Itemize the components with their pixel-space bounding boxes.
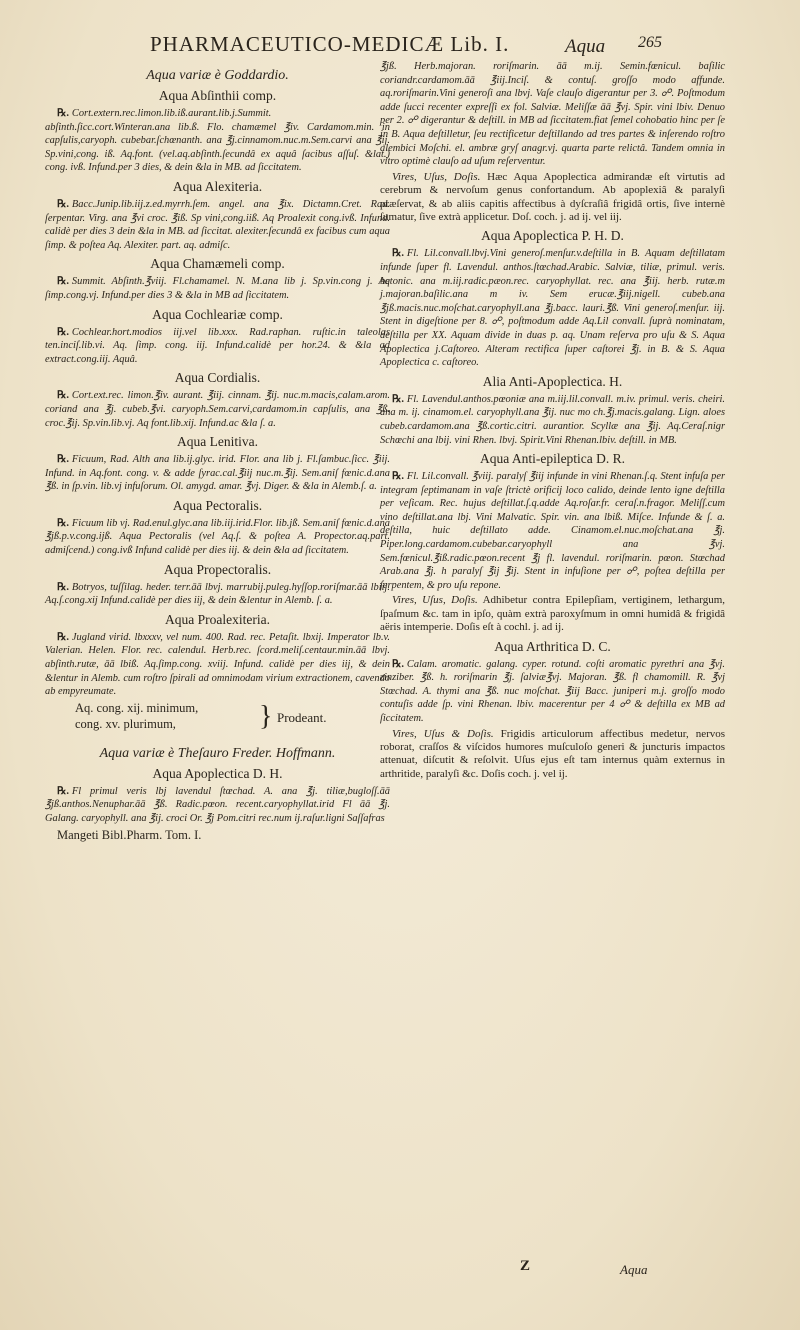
recipe-symbol-icon: ℞. <box>57 581 69 593</box>
recipe-text: Ficuum lib vj. Rad.enul.glyc.ana lib.iij.irid.Flor. lib.jß. Sem.aniſ fœnic.d.ana ℥jß.p.v.cong.ijß. Aqua Pectoralis (vel Aq.ſ. & poſtea A. Propector.aq.part. admiſcend.) cong.ivß Infund calidè per dies iij. & dein &la ad ſiccitatem. <box>45 517 390 557</box>
virtues-paragraph <box>380 728 725 782</box>
brace-icon: } <box>259 700 273 732</box>
signature-mark: Z <box>520 1258 531 1274</box>
virtues-label: Vires, Uſus & Doſis. <box>392 727 494 740</box>
recipe-heading: Aqua Alexiteria. <box>172 178 263 194</box>
recipe-symbol-icon: ℞. <box>57 326 69 338</box>
left-column <box>45 64 390 843</box>
recipe-absinthii <box>45 87 390 175</box>
recipe-pectoralis <box>45 497 390 558</box>
recipe-symbol-icon: ℞. <box>57 198 69 210</box>
recipe-heading: Aqua Abſinthii comp. <box>158 88 277 103</box>
recipe-chamaemeli <box>45 255 390 302</box>
recipe-heading: Aqua Cochleariæ comp. <box>152 306 283 322</box>
recipe-text: Fl. Lavendul.anthos.pœoniæ ana m.iij.lil.convall. m.iv. primul. veris. cheiri. ana m. ij. cinamom.el. caryophyll.ana ℥ij. nuc mo ch.℥j.macis.galang. Lign. aloes cubeb.cardamom.ana ℥ß.cortic.citri. aurantior. Scyllæ ana ℥ij. Aq.Ceraſ.nigr Schœchi ana lbij. vini Rhen. lbvj. Spirit.Vini Rhenan.lbiv. deſtill. in MB. <box>380 393 725 446</box>
recipe-heading: Aqua Anti-epileptica D. R. <box>479 451 626 467</box>
recipe-text: Cort.ext.rec. limon.℥iv. aurant. ℥iij. cinnam. ℥ij. nuc.m.macis,calam.arom. coriand ana ℥j. cubeb.℥vi. caryoph.Sem.carvi,cardamom.in capſulis, ana ℥ß. croc.℥ij. Sp.vin.lib.vj. Aq font.lib.xij. Infund.ac &la ſ. a. <box>45 390 390 429</box>
section-heading-goddard: Aqua variæ è Goddardio. <box>146 68 289 83</box>
recipe-text: Fl. Lil.convall. ℥viij. paralyſ ℥iij infunde in vini Rhenan.ſ.q. Stent infuſa per integram ſeptimanam in vaſe ſtrictè orificij loco calido, deinde lento igne deſtilla per veſicam. Rec. hujus deſtillat.ſ.q.adde Aq.roſar.fr. ceraſ.n.fragor. Meliſſ.cum vino deſtillat.ana lbj. Vini Malvatic. Spir. vin. ana lbiß. Miſce. Infunde & ſ. a. deſtilla, huic deſtillato adde. Cinamom.el.nuc.moſchat.ana ℥j. Piper.long.cardamom.cubebar.caryophyll ana ℥vj. Sem.fœnicul.℥iß.radic.pœon.recent ℥j fl. lavendul. roriſmarin. pœon. Stœchad Arab.ana ℥j. h paralyſ ℥ij ℥ij. Stent in infuſione per ☍, poſtea deſtilla per ſerpentem, & pro uſu repone. <box>380 471 725 591</box>
prodeant-line-1: Aq. cong. xij. minimum, <box>75 700 199 715</box>
recipe-lenitiva <box>45 433 390 494</box>
recipe-symbol-icon: ℞. <box>57 785 69 797</box>
recipe-text: Fl. Lil.convall.lbvj.Vini generoſ.menſur.v.deſtilla in B. Aquam deſtillatam infunde ſuper fl. Lavendul. anthos.ſtœchad.Arabic. Salviæ, tiliæ, primul. veris. betonic. ana m.iij.radic.pæon.rec. caryophyllat. rec. ana ℥iij. herb. rutæ.m j.majoran.baſilic.ana m iv. Sem erucæ.℥iij.nigell. cubeb.ana ℥jß.macis.nuc.moſchat.caryophyll.ana ℥j.bacc. lauri.℥ß. Vini generoſ.menſur. iij. Stent in digeſtione per 8. ☍, poſtmodum adde Aq.Lil convall. ſuprà nominatam, deſtilla per XX. Aquam divide in duas p. aq. Unam reſerva pro uſu & S. Aqua Apoplectica j.Caſtoreo. Alteram rectifica ſuper caſtorei ℥j. in B. & S. Aqua Apoplectica c. caſtoreo. <box>380 248 725 369</box>
recipe-heading: Aqua Apoplectica P. H. D. <box>481 228 624 244</box>
recipe-text: Botryos, tuſſilag. heder. terr.āā lbvj. marrubij.puleg.hyſſop.roriſmar.āā lbiij. Aq.ſ.cong.xij Infund.calidè per dies iij, & dein &lentur in Alemb. ſ. a. <box>45 581 390 607</box>
recipe-cochleariae <box>45 306 390 367</box>
recipe-text: Ficuum, Rad. Alth ana lib.ij.glyc. irid. Flor. ana lib j. Fl.ſambuc.ſicc. ℥iij. Infund. in Aq.font. cong. v. & adde ſyrac.cal.℥iij nuc.m.℥ij. Sem.aniſ fœnic.d.ana ℥ß. in ſp.vin. lib.vj infuſorum. Ol. amygd. amar. ℥vj. Diger. & &la in Alemb.ſ. a. <box>45 454 390 493</box>
recipe-heading: Aqua Proalexiteria. <box>165 611 270 627</box>
recipe-text: Cort.extern.rec.limon.lib.iß.aurant.lib.j.Summit. abſinth.ſicc.cort.Winteran.ana lib.ß. Flo. chamæmel ℥iv. Cardamom.min. in capſulis,caryoph. cubebar.ſchœnanth. ana ℥j.cinnamom.nuc.m.Sem.carvi ana ℥ij. Sp.vini,cong. iß. Aq.font. (vel.aq.abſinth.ſecundâ ex aquâ ſacibus aſſuſ. &lat.) cong. ivß. Infund.per 3 dies, & dein &la in MB. ad ſiccitatem. <box>45 108 390 174</box>
recipe-symbol-icon: ℞. <box>57 276 69 288</box>
recipe-symbol-icon: ℞. <box>392 393 404 405</box>
virtues-label: Vires, Uſus, Doſis. <box>392 170 481 183</box>
recipe-symbol-icon: ℞. <box>392 471 404 483</box>
recipe-heading: Aqua Apoplectica D. H. <box>152 765 283 781</box>
page-number: 265 <box>638 34 662 51</box>
virtues-paragraph <box>380 171 725 225</box>
recipe-anti-apoplectica <box>380 373 725 447</box>
recipe-symbol-icon: ℞. <box>392 658 404 670</box>
recipe-heading: Aqua Propectoralis. <box>163 561 272 577</box>
virtues-paragraph <box>380 594 725 634</box>
recipe-heading: Aqua Pectoralis. <box>172 497 263 513</box>
recipe-text: Fl primul veris lbj lavendul ſtœchad. A. ana ℥j. tiliæ,bugloſſ.āā ℥jß.anthos.Nenuphar.āā ℥ß. Radic.pœon. recent.caryophyllat.irid Fl āā ℥j. Galang. caryophyll. ana ℥ij. croci Or. ℥j Pom.citri rec.num ij.raſur.ligni Saſſafras <box>45 785 390 824</box>
prodeant-word: Prodeant. <box>277 709 327 725</box>
recipe-alexiteria <box>45 178 390 252</box>
recipe-text: Summit. Abſinth.℥viij. Fl.chamamel. N. M.ana lib j. Sp.vin.cong j. Aq ſimp.cong.vj. Infund.per dies 3 & &la in MB ad ſiccitatem. <box>45 276 390 301</box>
prodeant-line-2: cong. xv. plurimum, <box>75 716 176 731</box>
recipe-heading: Aqua Arthritica D. C. <box>494 638 611 654</box>
recipe-heading: Aqua Cordialis. <box>174 370 261 386</box>
recipe-symbol-icon: ℞. <box>57 390 69 402</box>
recipe-arthritica <box>380 638 725 782</box>
running-head-word: Aqua <box>565 36 606 57</box>
recipe-text: Calam. aromatic. galang. cyper. rotund. coſti aromatic pyrethri ana ℥vj. zinziber. ℥ß. h. roriſmarin ℥j. ſalviæ℥vj. Majoran. ℥ß. fl chamomill. R. ℥vj Stœchad. A. thymi ana ℥ß. nuc moſchat. ℥iij Bacc. juniperi m.j. groſſo modo contuſis adde ſp. vini Rhenan. lbiv. macerentur per 4 ☍ & deſtilla ex MB ad ſiccitatem. <box>380 658 725 725</box>
virtues-text: Adhibetur contra Epilepſiam, vertiginem, lethargum, ſpaſmum &c. tam in ipſo, quàm extrà paroxyſmum in omni humidâ & frigidâ aëris intemperie. Doſis eſt à cochl. j. ad ij. <box>380 594 725 634</box>
recipe-symbol-icon: ℞. <box>57 517 69 529</box>
virtues-text: Frigidis articulorum affectibus medetur, nervos roborat, craſſos & viſcidos humores muſculoſo generi & juncturis impactos attenuat, diſcutit & reſolvit. Uſus ejus eſt tam internus quàm externus in arthritide, paralyſi &c. Doſis coch. j. vel ij. <box>380 727 726 780</box>
recipe-antiepileptica <box>380 450 725 635</box>
recipe-symbol-icon: ℞. <box>57 454 69 466</box>
running-head-title: PHARMACEUTICO-MEDICÆ Lib. I. <box>150 32 510 56</box>
footer-signature: Mangeti Bibl.Pharm. Tom. I. <box>57 827 202 842</box>
prodeant-block <box>45 701 390 739</box>
recipe-apoplectica-dh <box>45 765 390 826</box>
recipe-apoplectica-phd <box>380 227 725 369</box>
recipe-symbol-icon: ℞. <box>57 108 69 119</box>
right-column <box>380 60 725 783</box>
recipe-symbol-icon: ℞. <box>392 248 404 260</box>
recipe-proalexiteria <box>45 611 390 699</box>
recipe-continuation: ℥jß. Herb.majoran. roriſmarin. āā m.ij. Semin.fœnicul. baſilic coriandr.cardamom.āā ℥iij.Inciſ. & contuſ. groſſo modo affunde. aq.roriſmarin.Vini generoſi ana lbvj. Vaſe clauſo digerantur per 3. ☍. Poſtmodum adde ſucci recenter expreſſi ex fol. Salviæ. Meliſſæ āā ℥vj. Spir. vini lbiv. Denuo per 2. ☍ digerantur & deſtill. in MB ad ſiccitatem.fiat ſemel cohobatio hinc per ſe in B. Aqua deſtilletur, ſeu rectificetur deſtillando ad tres partes & inſerendo roſtro alembici Moſchi. el. ambræ gryſ anagr.vj. quarta parte relictâ. Tandem omnia in vitro optimè clauſo ad uſum reſerventur. <box>380 61 725 168</box>
catchword: Aqua <box>620 1262 648 1277</box>
recipe-symbol-icon: ℞. <box>57 631 69 643</box>
virtues-label: Vires, Uſus, Doſis. <box>392 594 478 607</box>
recipe-propectoralis <box>45 561 390 608</box>
recipe-cordialis <box>45 369 390 430</box>
recipe-text: Bacc.Junip.lib.iij.z.ed.myrrh.ſem. angel. ana ℥ix. Dictamn.Cret. Rad. ſerpentar. Virg. ana ℥vi croc. ℥iß. Sp vini,cong.iiß. Aq Proalexit cong.ivß. Infund. calidè per dies 3 dein &la in MB. ad ſiccitat. alexiter.ſecundâ ex facibus cum aqua ſimp. & poſtea Aq. Alexiter. part. aq. admiſc. <box>45 198 390 251</box>
running-head <box>150 32 670 62</box>
recipe-text: Cochlear.hort.modios iij.vel lib.xxx. Rad.raphan. ruſtic.in taleolas ten.inciſ.lib.vi. Aq. ſimp. cong. iij. Infund.calidè per hor.24. & &la ad extract.cong.iij. Aquâ. <box>45 326 390 365</box>
virtues-text: Hæc Aqua Apoplectica admirandæ eſt virtutis ad cerebrum & nervoſum genus confortandum. Ab apoplexiâ & paralyſi præſervat, & ab aliis capitis affectibus à dyſcraſiâ frigidâ ortis, ſive internè ſumatur, ſive extrà applicetur. Doſ. coch. j. ad ij. vel iij. <box>380 170 726 223</box>
recipe-heading: Aqua Lenitiva. <box>177 434 258 450</box>
section-heading-hoffmann: Aqua variæ è Theſauro Freder. Hoffmann. <box>99 745 336 761</box>
recipe-heading: Alia Anti-Apoplectica. H. <box>482 373 623 389</box>
recipe-heading: Aqua Chamæmeli comp. <box>150 256 285 272</box>
recipe-text: Jugland virid. lbxxxv, vel num. 400. Rad. rec. Petaſit. lbxij. Imperator lb.v. Valerian. Helen. Flor. rec. calendul. Herb.rec. ſcord.meliſ.centaur.min.āā lbvj. abſinth.rutæ, āā lbiß. Aq.ſimp.cong. xviij. Infund. calidè per dies iij, & dein &lentur in Alemb. cum roſtro ſpirali ad omnimodam virium extractionem, cavendo ab empyreumate. <box>45 631 390 698</box>
